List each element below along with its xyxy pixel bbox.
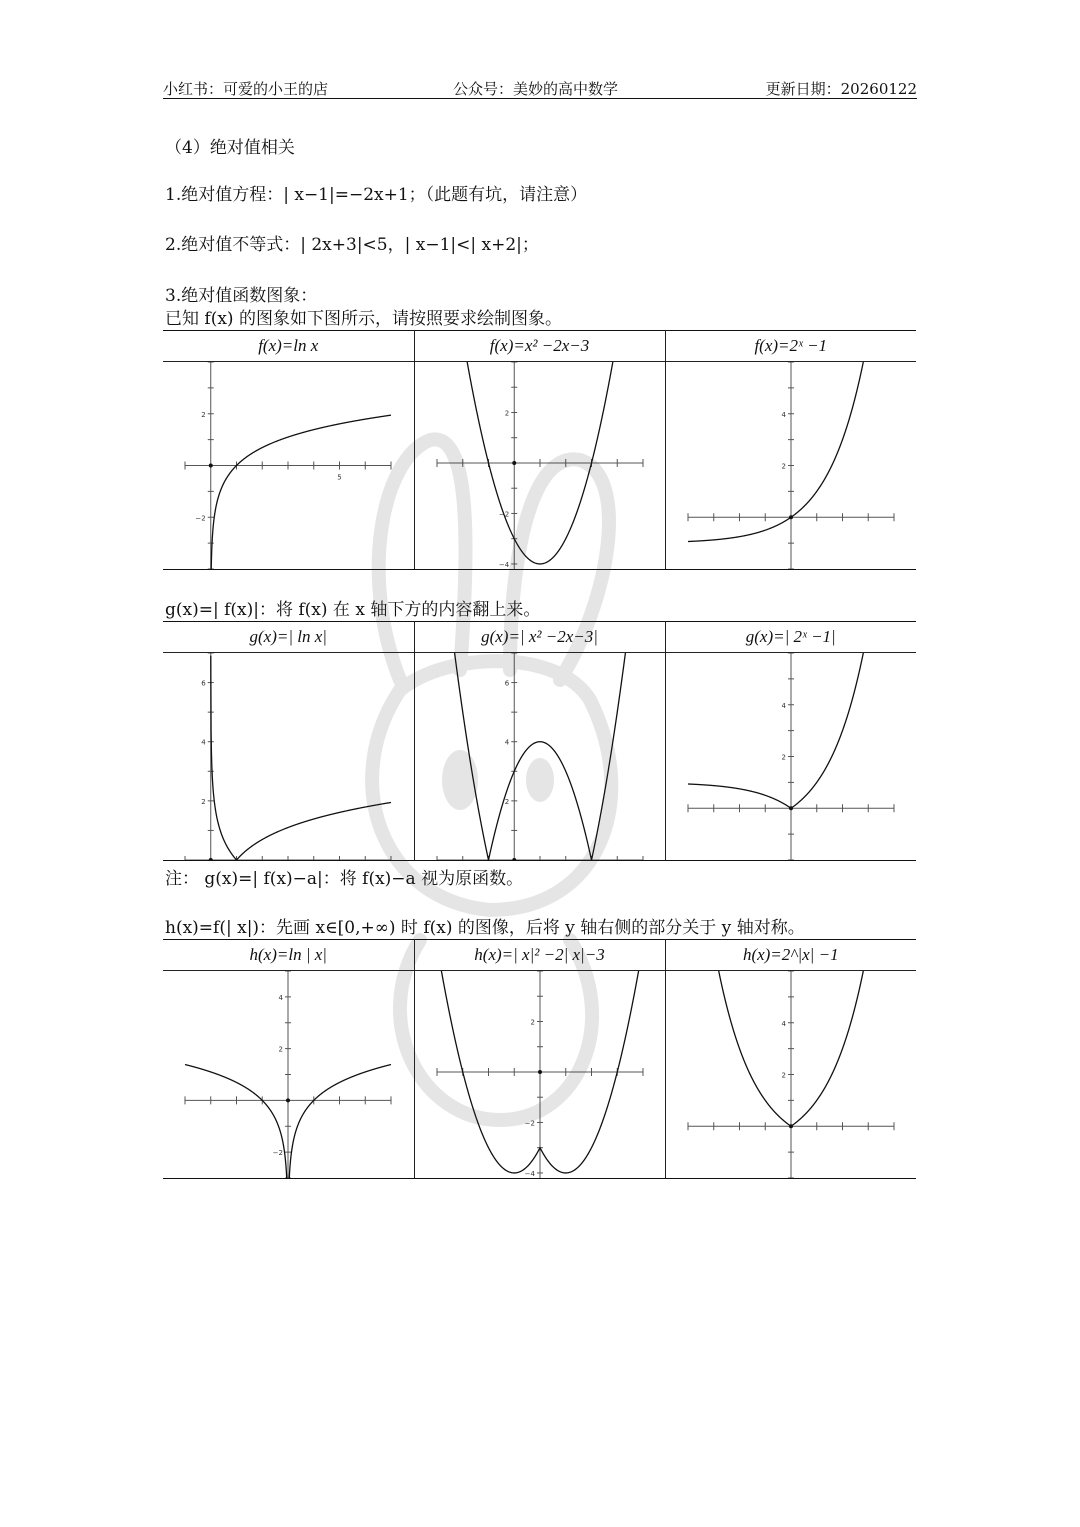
y-tick-label: 2	[201, 410, 206, 419]
note-text: 注： g(x)=| f(x)−a|：将 f(x)−a 视为原函数。	[165, 869, 524, 889]
y-tick-label: 4	[504, 738, 509, 747]
plot-g-exp	[666, 653, 916, 860]
y-tick-label: 2	[781, 1071, 786, 1080]
section-title: （4）绝对值相关	[165, 138, 295, 158]
y-tick-label: 2	[781, 753, 786, 762]
caption-f-ln: f(x)=ln x	[163, 331, 414, 362]
plot-f-ln	[163, 362, 413, 569]
y-tick-label: 4	[278, 993, 283, 1002]
caption-h-ln: h(x)=ln | x|	[163, 940, 414, 971]
y-tick-label: 2	[278, 1045, 283, 1054]
caption-h-exp: h(x)=2^|x| −1	[665, 940, 916, 971]
page-header	[163, 78, 917, 99]
plot-g-quad	[415, 653, 665, 860]
y-tick-label: 2	[504, 409, 509, 418]
y-tick-label: −2	[524, 1119, 535, 1128]
y-tick-label: 2	[201, 797, 206, 806]
function-curve	[211, 415, 391, 569]
origin-point	[512, 461, 516, 465]
y-tick-label: 4	[781, 410, 786, 419]
rule-g: g(x)=| f(x)|：将 f(x) 在 x 轴下方的内容翻上来。	[165, 600, 541, 620]
origin-point	[209, 464, 213, 468]
function-curve	[185, 1065, 288, 1179]
y-tick-label: −2	[272, 1149, 283, 1158]
y-tick-label: −4	[498, 560, 509, 569]
caption-h-quad: h(x)=| x|² −2| x|−3	[414, 940, 665, 971]
graph-table-h	[163, 939, 916, 1179]
header-center: 公众号：美妙的高中数学	[453, 80, 619, 98]
y-tick-label: 2	[530, 1018, 535, 1027]
y-tick-label: 4	[781, 701, 786, 710]
y-tick-label: 2	[781, 462, 786, 471]
plot-h-quad	[415, 971, 665, 1178]
origin-point	[209, 858, 213, 860]
plot-h-exp	[666, 971, 916, 1178]
origin-point	[538, 1070, 542, 1074]
caption-g-ln: g(x)=| ln x|	[163, 622, 414, 653]
y-tick-label: −4	[524, 1169, 535, 1178]
rule-h: h(x)=f(| x|)：先画 x∈[0,+∞) 时 f(x) 的图像，后将 y 轴右侧的部分关于 y 轴对称。	[165, 918, 805, 938]
function-curve	[288, 1065, 391, 1179]
x-tick-label: 5	[337, 473, 342, 482]
graph-table-f	[163, 330, 916, 570]
graph-table-g	[163, 621, 916, 861]
function-curve	[437, 653, 643, 860]
function-curve	[211, 656, 391, 860]
intro-text: 已知 f(x) 的图象如下图所示，请按照要求绘制图象。	[165, 309, 562, 329]
plot-f-quad	[415, 362, 665, 569]
y-tick-label: 4	[781, 1019, 786, 1028]
question-2: 2.绝对值不等式：| 2x+3|<5，| x−1|<| x+2|；	[165, 235, 539, 255]
y-tick-label: 6	[201, 679, 206, 688]
header-left: 小红书：可爱的小王的店	[163, 80, 329, 98]
origin-point	[286, 1098, 290, 1102]
question-3: 3.绝对值函数图象：	[165, 286, 318, 306]
y-tick-label: 6	[504, 679, 509, 688]
origin-point	[512, 858, 516, 860]
y-tick-label: −2	[498, 510, 509, 519]
y-tick-label: 2	[504, 797, 509, 806]
plot-f-exp	[666, 362, 916, 569]
plot-h-ln	[163, 971, 413, 1178]
plot-g-ln	[163, 653, 413, 860]
question-1: 1.绝对值方程：| x−1|=−2x+1；（此题有坑，请注意）	[165, 185, 588, 205]
header-right: 更新日期：20260122	[765, 80, 917, 98]
caption-f-quad: f(x)=x² −2x−3	[414, 331, 665, 362]
caption-g-quad: g(x)=| x² −2x−3|	[414, 622, 665, 653]
y-tick-label: 4	[201, 738, 206, 747]
y-tick-label: −2	[195, 514, 206, 523]
caption-g-exp: g(x)=| 2ˣ −1|	[665, 622, 916, 653]
caption-f-exp: f(x)=2ˣ −1	[665, 331, 916, 362]
